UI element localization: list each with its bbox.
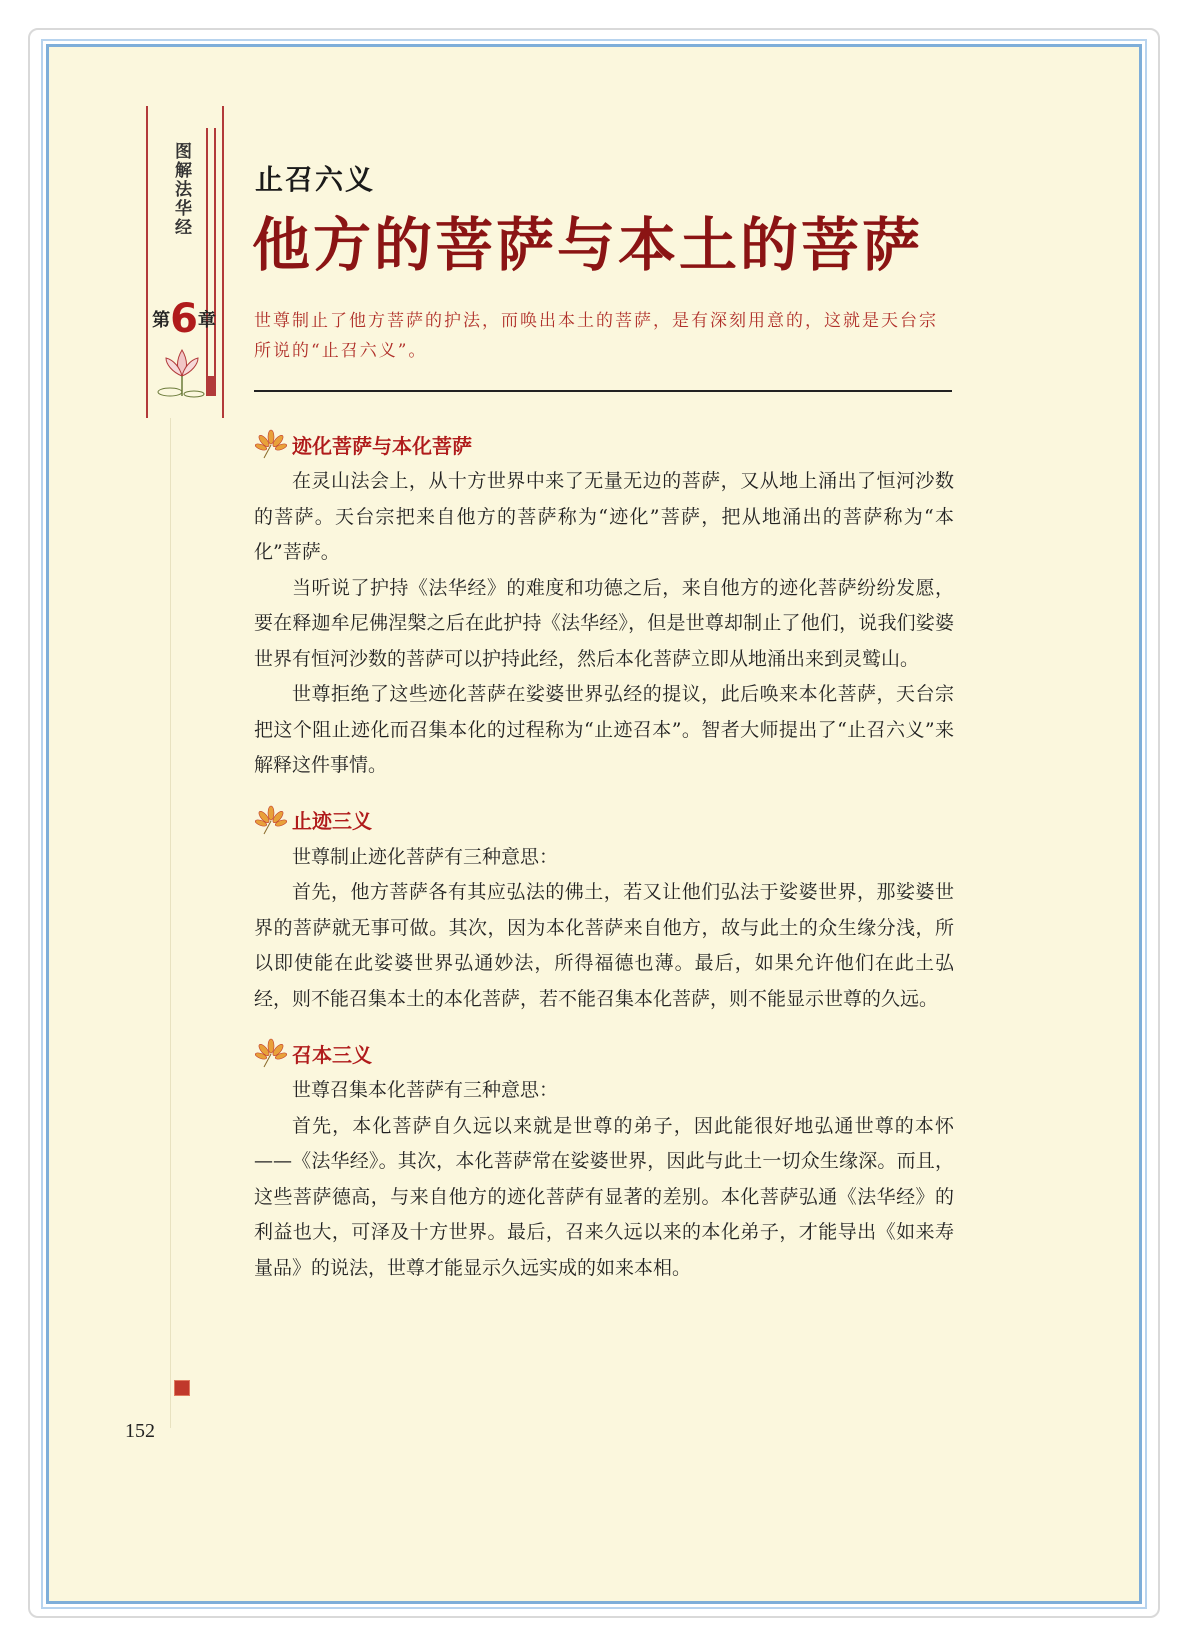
- section-title: 止迹三义: [292, 809, 372, 833]
- page-seal: [174, 1380, 190, 1396]
- paragraph: 首先，他方菩萨各有其应弘法的佛土，若又让他们弘法于娑婆世界，那娑婆世界的菩萨就无事可做。其次，因为本化菩萨来自他方，故与此土的众生缘分浅，所以即使能在此娑婆世界弘通妙法，所得福德也薄。最后，如果允许他们在此土弘经，则不能召集本土的本化菩萨，若不能召集本化菩萨，则不能显示世尊的久远。: [254, 881, 954, 1010]
- chapter-number: 6: [170, 296, 198, 342]
- section-title: 迹化菩萨与本化菩萨: [292, 433, 472, 458]
- body-content: [254, 428, 954, 1306]
- margin-line: [170, 418, 171, 1428]
- lotus-flower-icon: [254, 805, 288, 835]
- chapter-prefix: 第: [152, 310, 171, 331]
- paragraph: 当听说了护持《法华经》的难度和功德之后，来自他方的迹化菩萨纷纷发愿，要在释迦牟尼佛涅槃之后在此护持《法华经》，但是世尊却制止了他们，说我们娑婆世界有恒河沙数的菩萨可以护持此经，然后本化菩萨立即从地涌出来到灵鹫山。: [254, 576, 954, 670]
- section-3: [254, 1037, 954, 1286]
- section-1: [254, 428, 954, 784]
- header-divider: [254, 390, 952, 392]
- section-subtitle: 止召六义: [255, 163, 376, 196]
- lotus-flower-icon: [254, 429, 288, 459]
- chapter-suffix: 章: [197, 310, 216, 331]
- book-title: 图解法华经: [171, 142, 191, 237]
- section-title: 召本三义: [292, 1042, 372, 1067]
- paragraph: 世尊拒绝了这些迹化菩萨在娑婆世界弘经的提议，此后唤来本化菩萨，天台宗把这个阻止迹化而召集本化的过程称为“止迹召本”。智者大师提出了“止召六义”来解释这件事情。: [254, 683, 954, 776]
- paragraph: 首先，本化菩萨自久远以来就是世尊的弟子，因此能很好地弘通世尊的本怀——《法华经》。其次，本化菩萨常在娑婆世界，因此与此土一切众生缘深。而且，这些菩萨德高，与来自他方的迹化菩萨有显著的差别。本化菩萨弘通《法华经》的利益也大，可泽及十方世界。最后，召来久远以来的本化弟子，才能导出《如来寿量品》的说法，世尊才能显示久远实成的如来本相。: [254, 1114, 954, 1279]
- lotus-flower-icon: [254, 1038, 288, 1068]
- page-number: 152: [125, 1420, 155, 1442]
- section-2: [254, 804, 954, 1018]
- page-title: 他方的菩萨与本土的菩萨: [252, 211, 924, 279]
- lotus-icon: [154, 342, 210, 402]
- chapter-label: [150, 296, 218, 342]
- section-heading: [254, 804, 954, 836]
- paragraph: 世尊召集本化菩萨有三种意思：: [292, 1079, 559, 1101]
- paragraph: 世尊制止迹化菩萨有三种意思：: [292, 845, 559, 868]
- section-heading: [254, 1037, 954, 1069]
- paragraph: 在灵山法会上，从十方世界中来了无量无边的菩萨，又从地上涌出了恒河沙数的菩萨。天台宗把来自他方的菩萨称为“迹化”菩萨，把从地涌出的菩萨称为“本化”菩萨。: [254, 470, 954, 563]
- section-heading: [254, 428, 954, 460]
- chapter-tab: [146, 106, 224, 418]
- intro-text: 世尊制止了他方菩萨的护法，而唤出本土的菩萨，是有深刻用意的，这就是天台宗所说的“止召六义”。: [254, 311, 938, 361]
